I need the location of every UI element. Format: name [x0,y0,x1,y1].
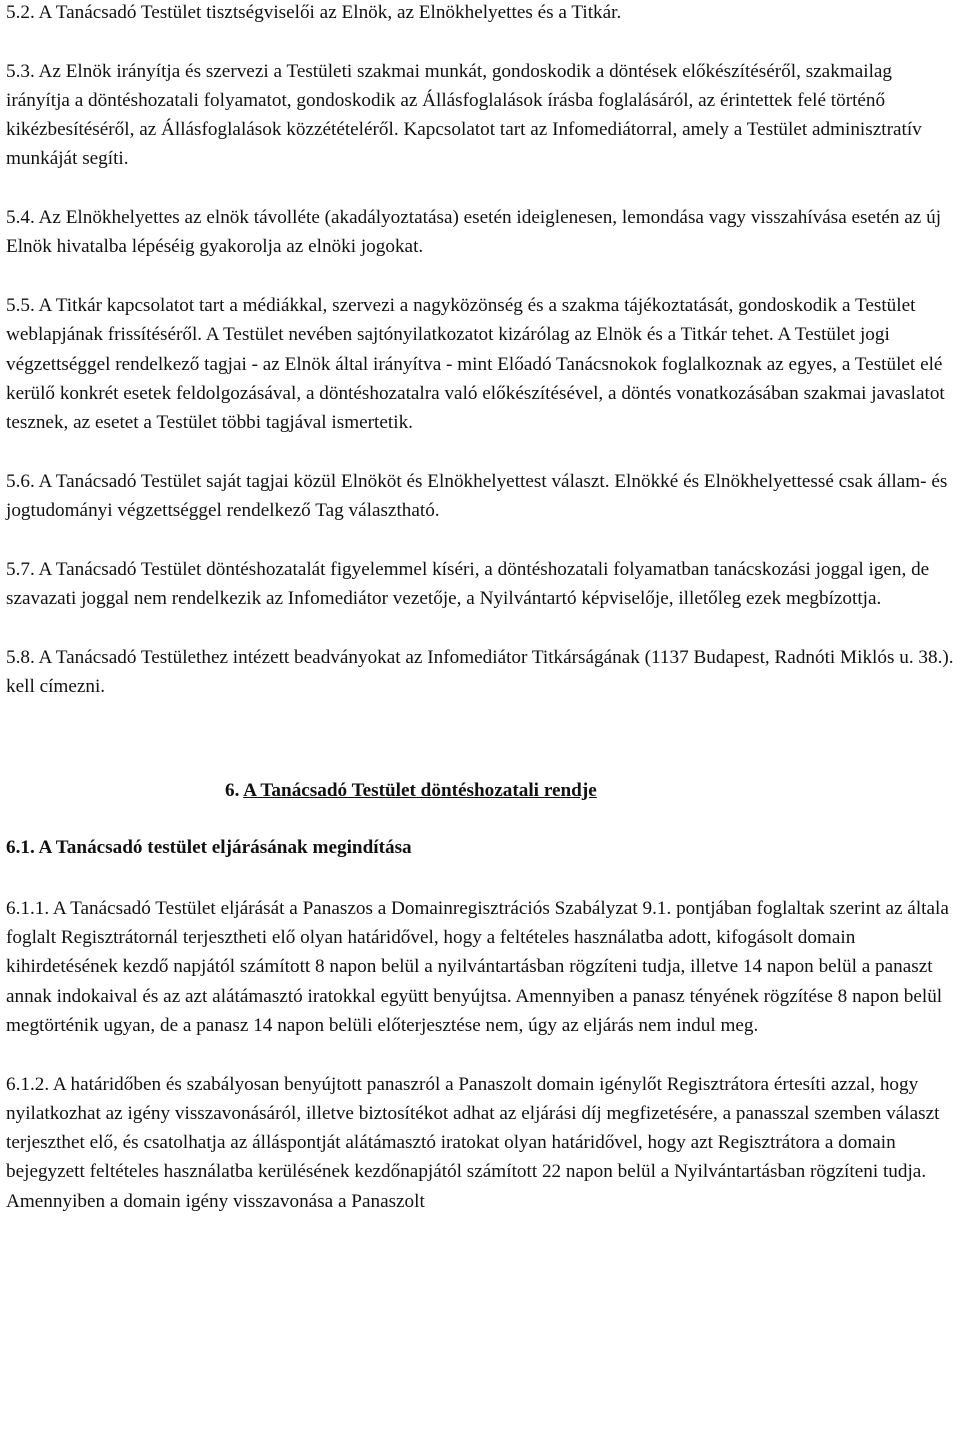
section-number: 6. [225,780,240,802]
paragraph-6-1-2: 6.1.2. A határidőben és szabályosan benyújtott panaszról a Panaszolt domain igénylőt Regisztrátora értesíti azzal, hogy nyilatkozhat az igény visszavonásáról, illetve biztosítékot adhat az eljárási díj megfizetésére, a panasszal szemben választ terjeszthet elő, és csatolhatja az álláspontját alátámasztó iratokat olyan határidővel, hogy azt Regisztrátora a domain bejegyzett feltételes használatba kerülésének kezdőnapjától számított 22 napon belül a Nyilvántartásban rögzíteni tudja. Amennyiben a domain igény visszavonása a Panaszolt [6,1073,940,1212]
paragraph-5-8: 5.8. A Tanácsadó Testülethez intézett beadványokat az Infomediátor Titkárságának (1137 Budapest, Radnóti Miklós u. 38.). kell címezni. [6,646,954,697]
paragraph-5-2: 5.2. A Tanácsadó Testület tisztségviselői az Elnök, az Elnökhelyettes és a Titkár. [6,2,622,23]
paragraph-5-6: 5.6. A Tanácsadó Testület saját tagjai közül Elnököt és Elnökhelyettest választ. Elnökké és Elnökhelyettessé csak állam- és jogtudományi végzettséggel rendelkező Tag választható. [6,470,948,522]
paragraph-6-1-1: 6.1.1. A Tanácsadó Testület eljárását a Panaszos a Domainregisztrációs Szabályzat 9.1. pontjában foglaltak szerint az általa foglalt Regisztrátornál terjesztheti elő olyan határidővel, hogy a feltételes használatba adott, kifogásolt domain kihirdetésének kezdő napjától számított 8 napon belül a nyilvántartásban rögzíteni tudja, illetve 14 napon belül a panaszt annak indokaival és az azt alátámasztó iratokkal együtt benyújtsa. Amennyiben a panasz tényének rögzítése 8 napon belül megtörténik ugyan, de a panasz 14 napon belüli előterjesztése nem, úgy az eljárás nem indul meg. [6,897,949,1036]
paragraph-5-5: 5.5. A Titkár kapcsolatot tart a médiákkal, szervezi a nagyközönség és a szakma tájékoztatását, gondoskodik a Testület weblapjának frissítéséről. A Testület nevében sajtónyilatkozatot kizárólag az Elnök és a Titkár tehet. A Testület jogi végzettséggel rendelkező tagjai - az Elnök által irányítva - mint Előadó Tanácsnokok foglalkoznak az egyes, a Testület elé kerülő konkrét esetek feldolgozásával, a döntéshozatalra való előkészítésével, a döntés vonatkozásában szakmai javaslatot tesznek, az esetet a Testület többi tagjával ismertetik. [6,294,945,434]
paragraph-5-3: 5.3. Az Elnök irányítja és szervezi a Testületi szakmai munkát, gondoskodik a döntések előkészítéséről, szakmailag irányítja a döntéshozatali folyamatot, gondoskodik az Állásfoglalások írásba foglalásáról, az érintettek felé történő kikézbesítéséről, az Állásfoglalások közzétételéről. Kapcsolatot tart az Infomediátorral, amely a Testület adminisztratív munkáját segíti. [6,60,922,170]
section-heading-6 [6,776,954,805]
paragraph-5-7: 5.7. A Tanácsadó Testület döntéshozatalát figyelemmel kíséri, a döntéshozatali folyamatban tanácskozási joggal igen, de szavazati joggal nem rendelkezik az Infomediátor vezetője, a Nyilvántartó képviselője, illetőleg ezek megbízottja. [6,558,930,609]
section-title: A Tanácsadó Testület döntéshozatali rendje [243,780,597,802]
document-page [6,0,954,1216]
paragraph-5-4: 5.4. Az Elnökhelyettes az elnök távolléte (akadályoztatása) esetén ideiglenesen, lemondása vagy visszahívása esetén az új Elnök hivatalba lépéséig gyakorolja az elnöki jogokat. [6,207,942,258]
subsection-heading-6-1: 6.1. A Tanácsadó testület eljárásának megindítása [6,837,412,859]
